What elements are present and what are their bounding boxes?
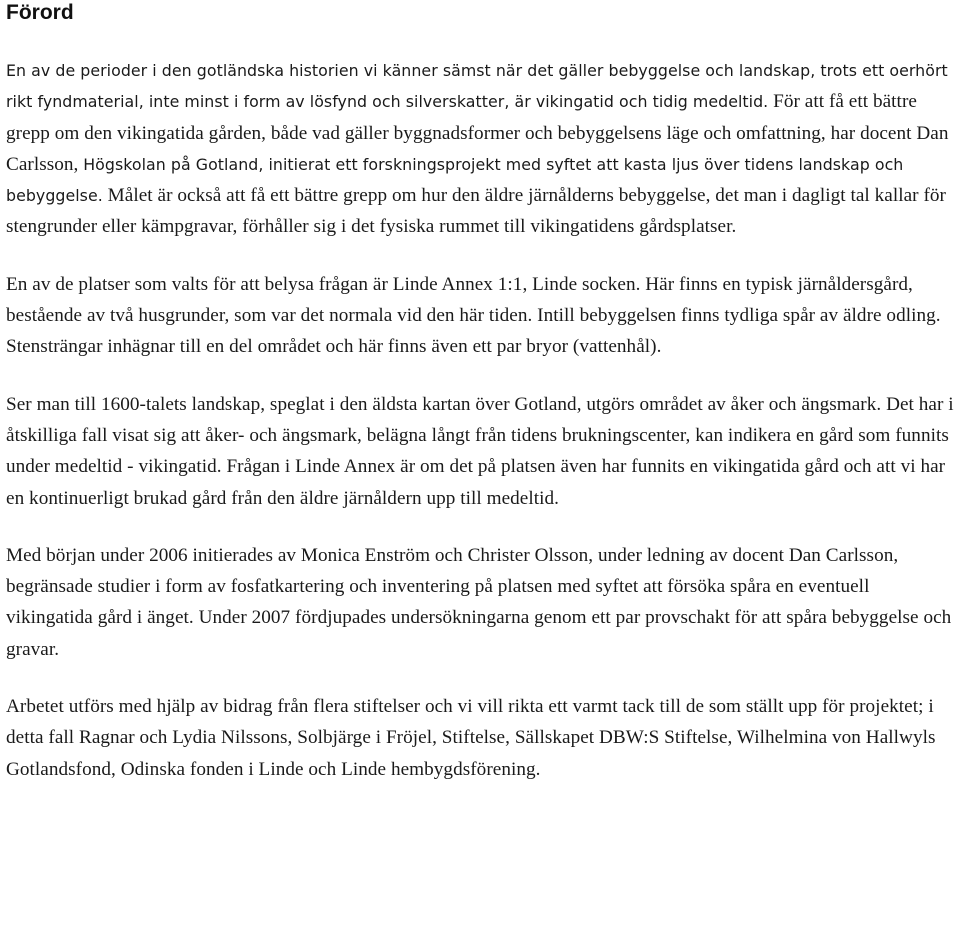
paragraph-intro-part-4: Målet är också att få ett bättre grepp om hur den äldre järnålderns bebyggelse, det man i dagligt tal kallar för stengrunder eller kämpgravar, förhåller sig i det fysiska rummet till vikingatidens gårdsplatser. — [6, 185, 946, 238]
paragraph-linde-annex-text: En av de platser som valts för att belysa frågan är Linde Annex 1:1, Linde socken. Här finns en typisk järnåldersgård, bestående av två husgrunder, som var det normala vid den här tiden. Intill bebyggelsen finns tydliga spår av äldre odling. Stensträngar inhägnar till en del området och här finns även ett par bryor (vattenhål). — [6, 273, 941, 358]
document-page — [6, 0, 956, 785]
paragraph-landscape-1600-text: Ser man till 1600-talets landskap, speglat i den äldsta kartan över Gotland, utgörs området av åker och ängsmark. Det har i åtskilliga fall visat sig att åker- och ängsmark, belägna långt från tidens brukningscenter, kan indikera en gård som funnits under medeltid - vikingatid. Frågan i Linde Annex är om det på platsen även har funnits en vikingatida gård och att vi har en kontinuerligt brukad gård från den äldre järnåldern upp till medeltid. — [6, 393, 954, 509]
paragraph-landscape-1600 — [6, 389, 956, 514]
paragraph-studies-2006-text: Med början under 2006 initierades av Monica Enström och Christer Olsson, under ledning av docent Dan Carlsson, begränsade studier i form av fosfatkartering och inventering på platsen med syftet att försöka spåra en eventuell vikingatida gård i änget. Under 2007 fördjupades undersökningarna genom ett par provschakt för att spåra bebyggelse och gravar. — [6, 544, 952, 660]
paragraph-studies-2006 — [6, 540, 956, 665]
paragraph-acknowledgements-text: Arbetet utförs med hjälp av bidrag från flera stiftelser och vi vill rikta ett varmt tack till de som ställt upp för projektet; i detta fall Ragnar och Lydia Nilssons, Solbjärge i Fröjel, Stiftelse, Sällskapet DBW:S Stiftelse, Wilhelmina von Hallwyls Gotlandsfond, Odinska fonden i Linde och Linde hembygdsförening. — [6, 696, 936, 780]
paragraph-intro — [6, 55, 956, 243]
paragraph-intro-part-2: För att få ett bättre grepp om den vikingatida gården, både vad gäller byggnadsformer och bebyggelsens läge och omfattning, har docent Dan Carlsson, — [6, 91, 949, 175]
page-title: Förord — [6, 1, 74, 24]
paragraph-acknowledgements — [6, 691, 956, 785]
paragraph-linde-annex — [6, 269, 956, 363]
paragraph-intro-part-1: En av de perioder i den gotländska historien vi känner sämst när det gäller bebyggelse och landskap, trots ett oerhört rikt fyndmaterial, inte minst i form av lösfynd och silverskatter, är vikingatid och tidig medeltid. — [6, 61, 948, 112]
paragraph-intro-part-3: Högskolan på Gotland, initierat ett forskningsprojekt med syftet att kasta ljus över tidens landskap och bebyggelse. — [6, 154, 904, 206]
